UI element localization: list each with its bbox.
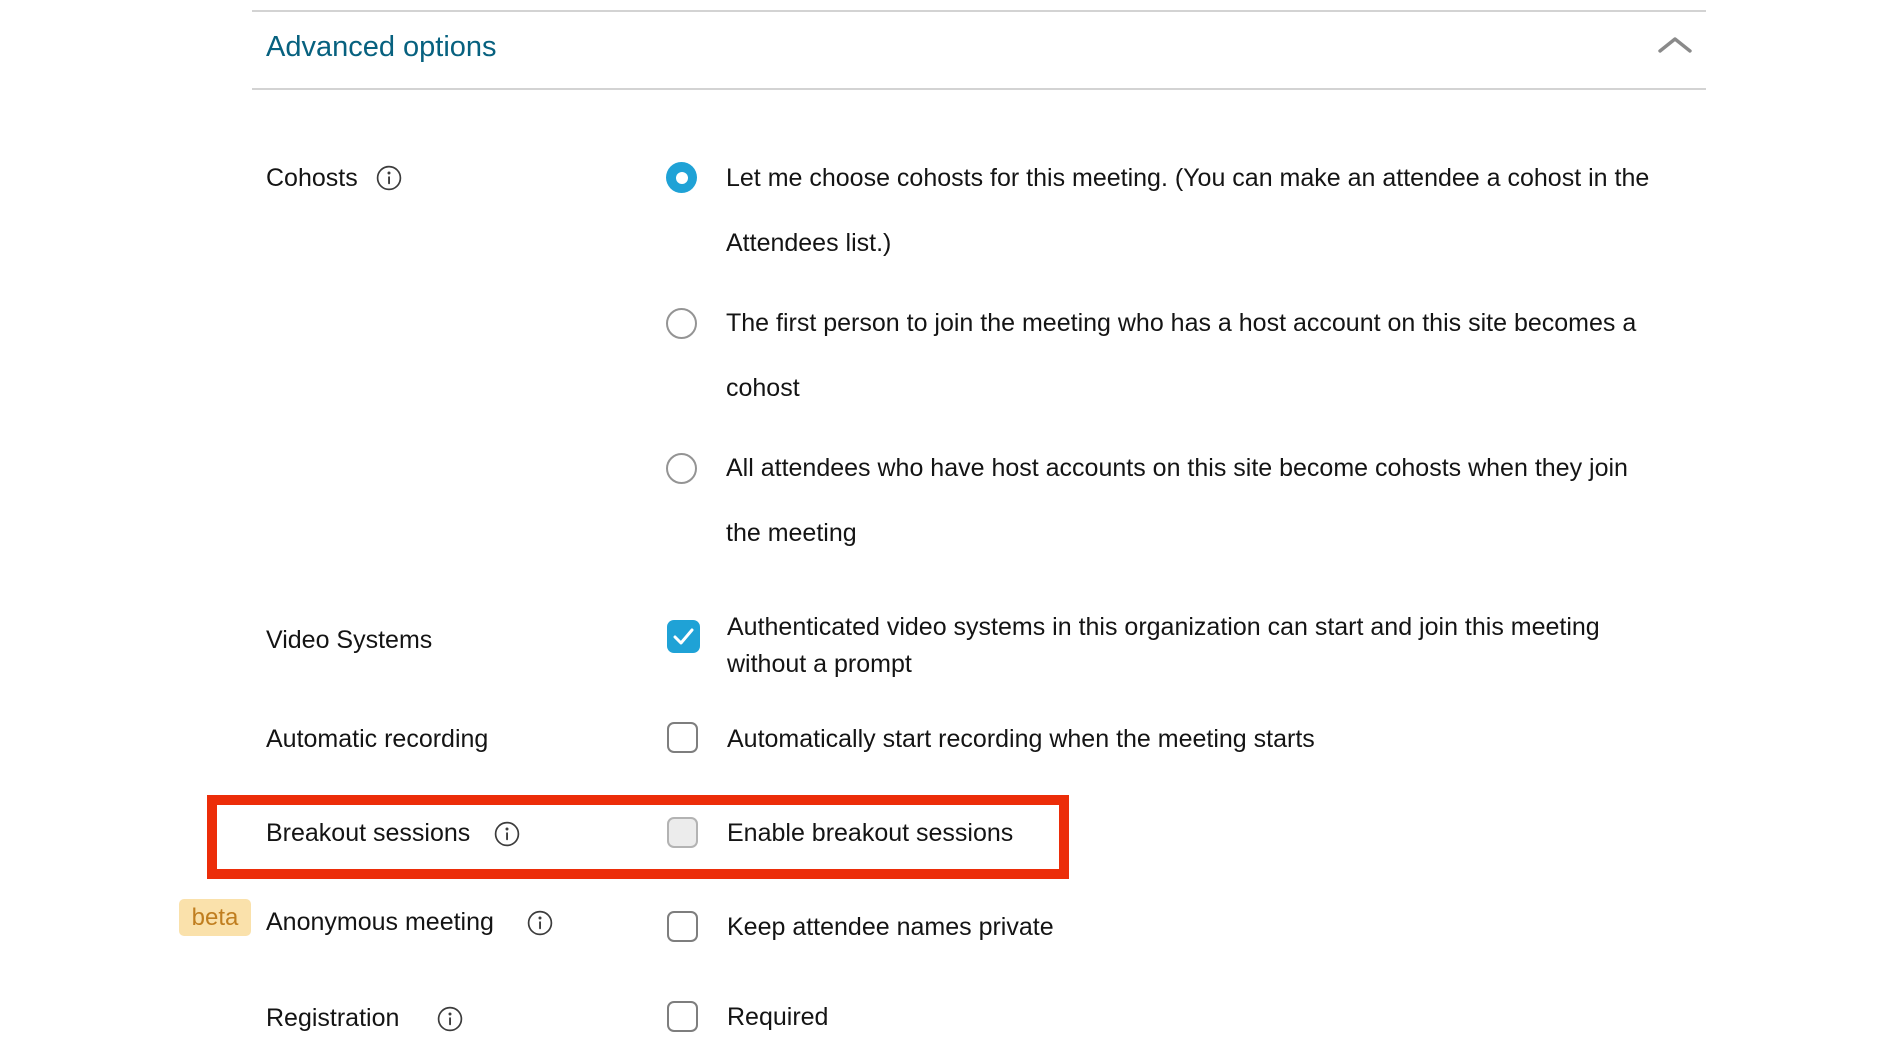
registration-info-icon[interactable] xyxy=(437,1006,463,1032)
cohosts-radio-first-person-label[interactable] xyxy=(726,291,1636,421)
top-divider xyxy=(252,10,1706,12)
option-line: the meeting xyxy=(726,519,857,547)
cohosts-info-icon[interactable] xyxy=(376,165,402,191)
beta-badge: beta xyxy=(179,899,251,936)
anonymous-meeting-checkbox-label[interactable]: Keep attendee names private xyxy=(727,913,1054,941)
cohosts-radio-let-me-choose[interactable] xyxy=(666,162,697,193)
cohosts-radio-first-person[interactable] xyxy=(666,308,697,339)
option-line: All attendees who have host accounts on this site become cohosts when they join xyxy=(726,454,1628,482)
option-line: Authenticated video systems in this organization can start and join this meeting xyxy=(727,613,1600,641)
automatic-recording-label: Automatic recording xyxy=(266,725,489,753)
cohosts-radio-all-attendees-label[interactable] xyxy=(726,436,1628,566)
registration-checkbox[interactable] xyxy=(667,1001,698,1032)
section-title[interactable]: Advanced options xyxy=(266,31,497,63)
anonymous-meeting-checkbox[interactable] xyxy=(667,911,698,942)
cohosts-label: Cohosts xyxy=(266,164,358,192)
breakout-sessions-checkbox-label[interactable]: Enable breakout sessions xyxy=(727,819,1014,847)
option-line: Let me choose cohosts for this meeting. (You can make an attendee a cohost in the xyxy=(726,164,1650,192)
breakout-sessions-label: Breakout sessions xyxy=(266,819,471,847)
breakout-sessions-checkbox[interactable] xyxy=(667,817,698,848)
video-systems-label: Video Systems xyxy=(266,626,433,654)
breakout-sessions-info-icon[interactable] xyxy=(494,821,520,847)
option-line: Attendees list.) xyxy=(726,229,892,257)
option-line: without a prompt xyxy=(727,650,912,678)
header-divider xyxy=(252,88,1706,90)
video-systems-checkbox[interactable] xyxy=(667,620,700,653)
automatic-recording-checkbox[interactable] xyxy=(667,722,698,753)
anonymous-meeting-label: Anonymous meeting xyxy=(266,908,494,936)
option-line: cohost xyxy=(726,374,800,402)
registration-checkbox-label[interactable]: Required xyxy=(727,1003,829,1031)
video-systems-checkbox-label[interactable] xyxy=(727,609,1600,683)
automatic-recording-checkbox-label[interactable]: Automatically start recording when the meeting starts xyxy=(727,725,1315,753)
chevron-up-icon[interactable] xyxy=(1656,34,1694,61)
option-line: The first person to join the meeting who has a host account on this site becomes a xyxy=(726,309,1637,337)
registration-label: Registration xyxy=(266,1004,400,1032)
cohosts-radio-let-me-choose-label[interactable] xyxy=(726,146,1649,276)
anonymous-meeting-info-icon[interactable] xyxy=(527,910,553,936)
cohosts-radio-all-attendees[interactable] xyxy=(666,453,697,484)
